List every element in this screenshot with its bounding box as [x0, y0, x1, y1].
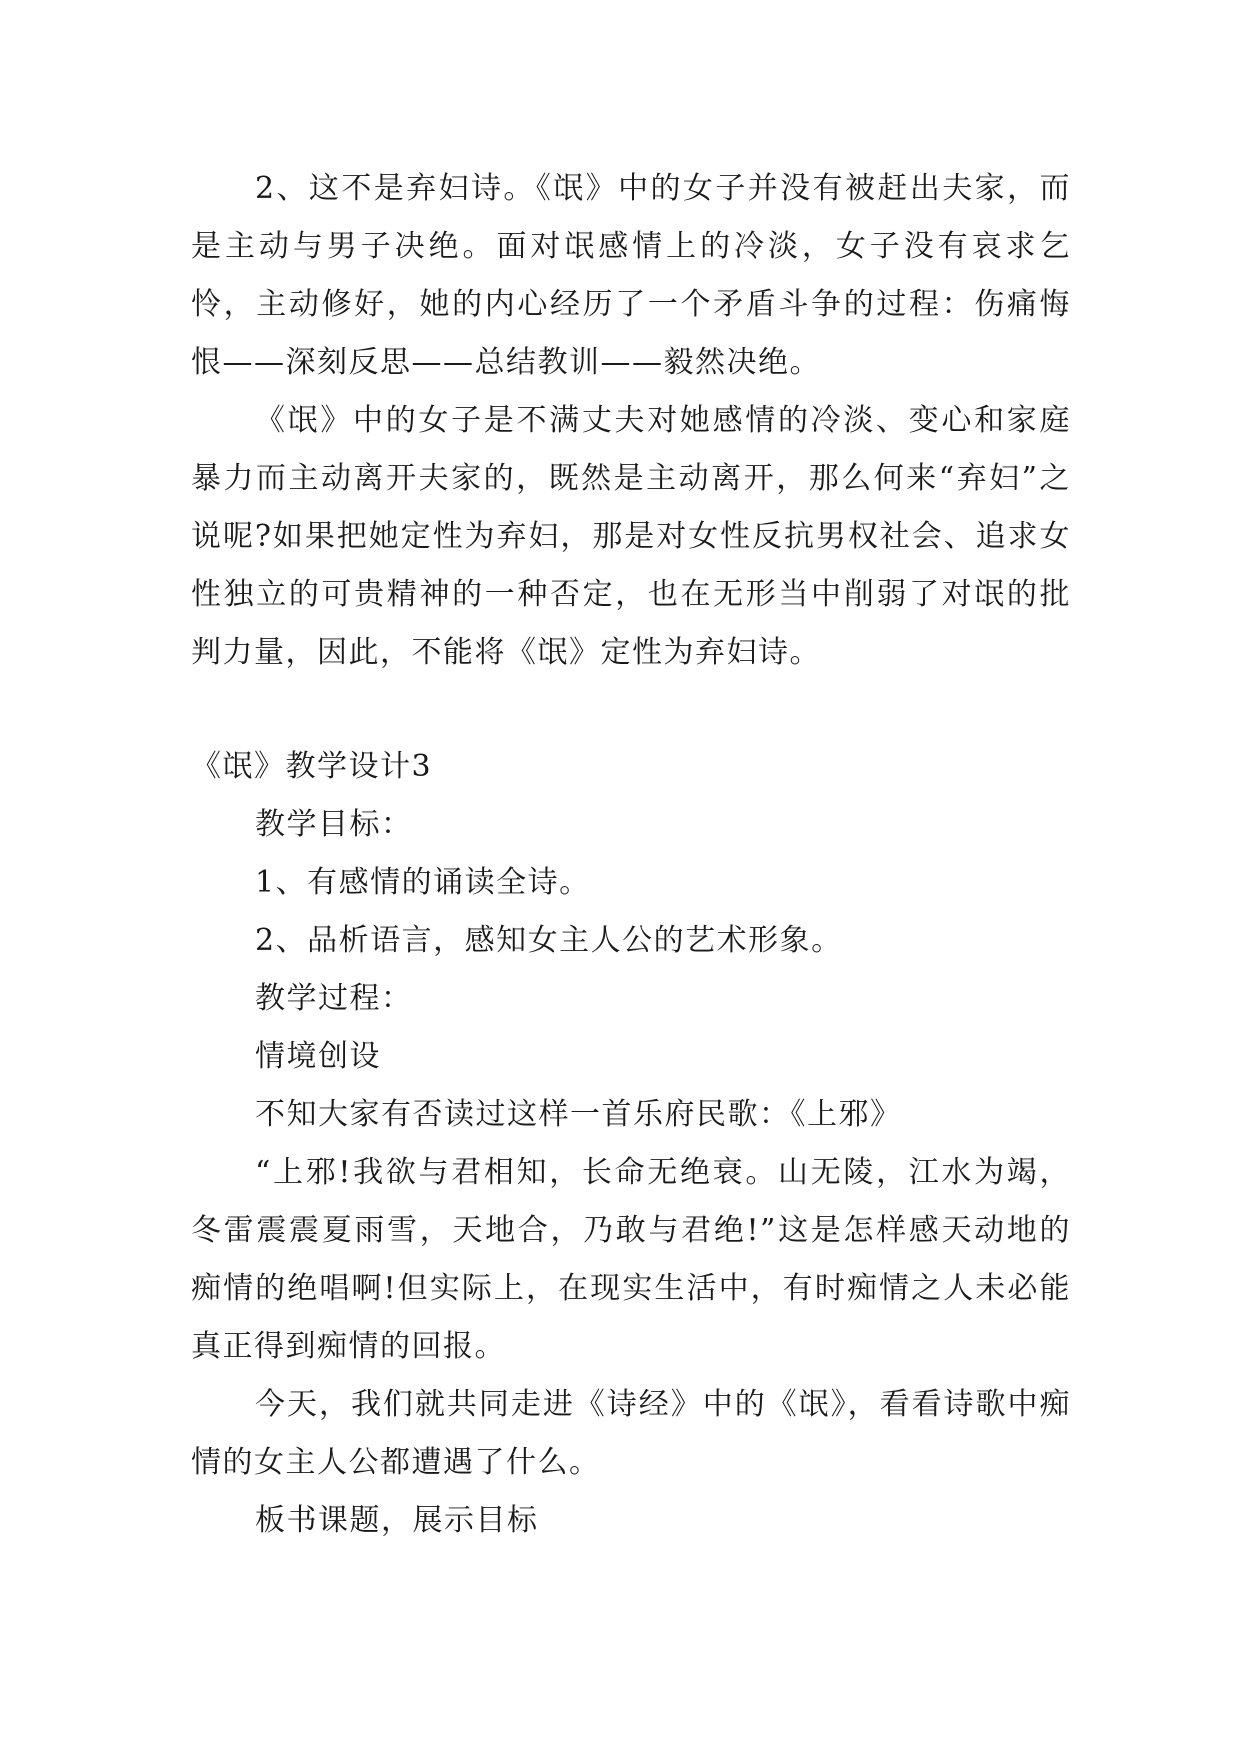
quote-paragraph: “上邪!我欲与君相知，长命无绝衰。山无陵，江水为竭，冬雷震震夏雨雪，天地合，乃敢与君绝!”这是怎样感天动地的痴情的绝唱啊!但实际上，在现实生活中，有时痴情之人未必能真正得到痴情的回报。	[191, 1155, 1071, 1364]
goals-label: 教学目标：	[255, 807, 413, 842]
step-label: 情境创设	[255, 1039, 381, 1074]
today-paragraph: 今天，我们就共同走进《诗经》中的《氓》，看看诗歌中痴情的女主人公都遭遇了什么。	[191, 1387, 1071, 1480]
board-line: 板书课题，展示目标	[255, 1503, 539, 1538]
goal-item-1: 1、有感情的诵读全诗。	[255, 865, 591, 900]
process-label: 教学过程：	[255, 981, 413, 1016]
section-title: 《氓》教学设计3	[191, 749, 433, 784]
section-gap	[191, 682, 1071, 738]
paragraph-not-abandoned-wife-poem: 2、这不是弃妇诗。《氓》中的女子并没有被赶出夫家，而是主动与男子决绝。面对氓感情上的冷淡，女子没有哀求乞怜，主动修好，她的内心经历了一个矛盾斗争的过程：伤痛悔恨——深刻反思——总结教训——毅然决绝。	[191, 171, 1071, 380]
document-page	[191, 160, 1071, 1550]
intro-line: 不知大家有否读过这样一首乐府民歌：《上邪》	[255, 1097, 902, 1132]
goal-item-2: 2、品析语言，感知女主人公的艺术形象。	[255, 923, 843, 958]
paragraph-woman-left-actively: 《氓》中的女子是不满丈夫对她感情的冷淡、变心和家庭暴力而主动离开夫家的，既然是主动离开，那么何来“弃妇”之说呢?如果把她定性为弃妇，那是对女性反抗男权社会、追求女性独立的可贵精神的一种否定，也在无形当中削弱了对氓的批判力量，因此，不能将《氓》定性为弃妇诗。	[191, 403, 1071, 670]
